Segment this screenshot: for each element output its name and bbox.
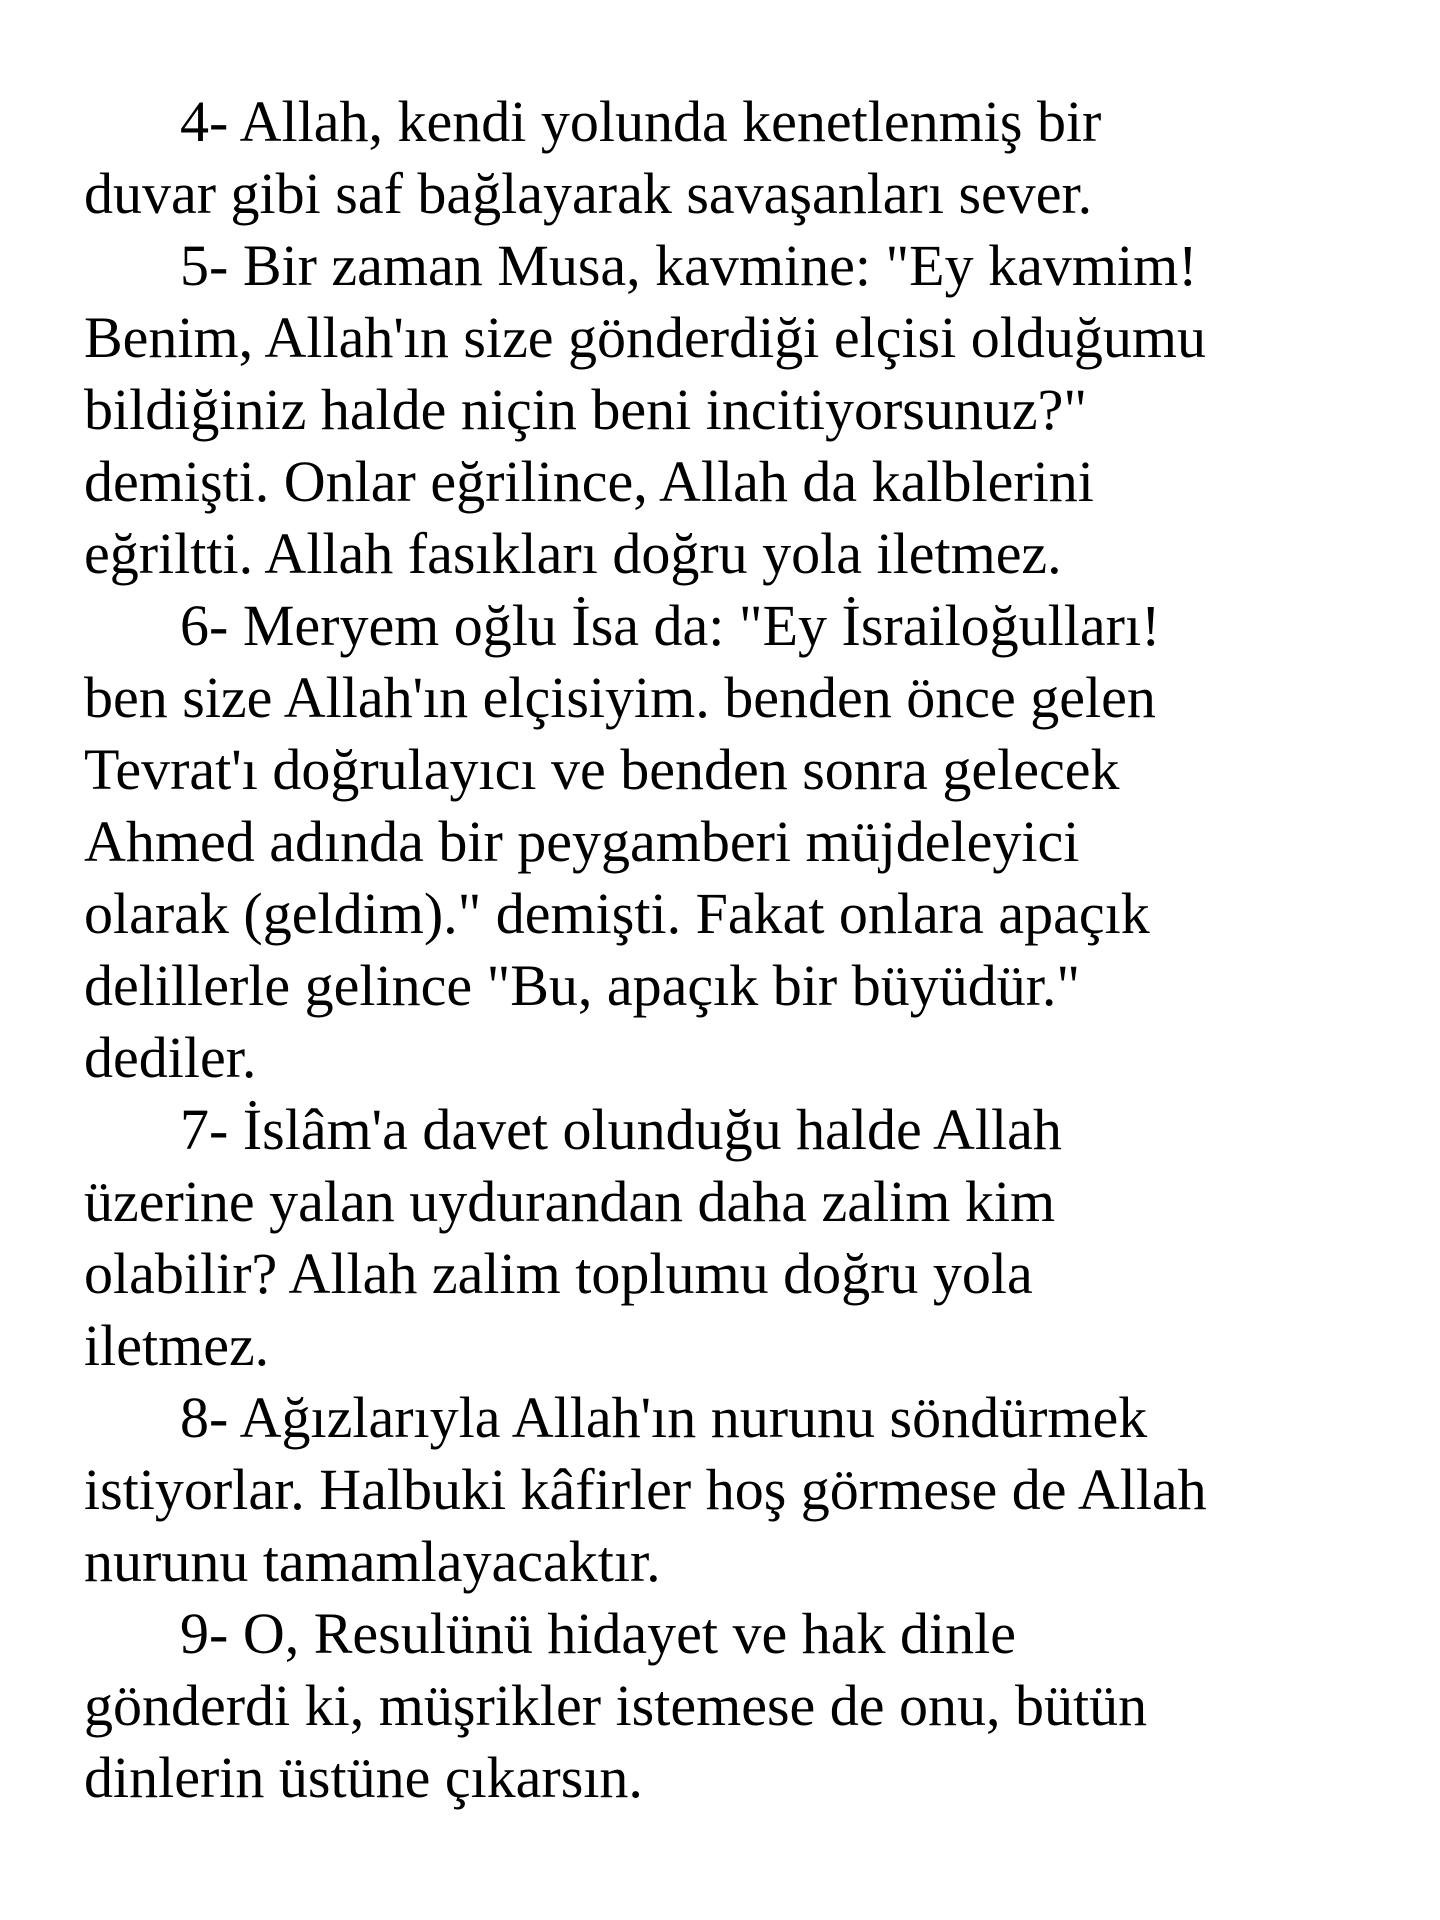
verse-line: iletmez. bbox=[84, 1313, 270, 1378]
verse-line: ben size Allah'ın elçisiyim. benden önce gelen bbox=[84, 665, 1156, 730]
verse-8 bbox=[84, 1382, 1384, 1598]
verse-line: duvar gibi saf bağlayarak savaşanları sever. bbox=[84, 161, 1093, 226]
verse-7 bbox=[84, 1094, 1384, 1382]
verse-line: 7- İslâm'a davet olunduğu halde Allah bbox=[180, 1097, 1062, 1162]
verse-line: Benim, Allah'ın size gönderdiği elçisi olduğumu bbox=[84, 305, 1206, 370]
verse-line: Ahmed adında bir peygamberi müjdeleyici bbox=[84, 809, 1080, 874]
verse-line: olabilir? Allah zalim toplumu doğru yola bbox=[84, 1241, 1033, 1306]
verse-line: bildiğiniz halde niçin beni incitiyorsunuz?" bbox=[84, 377, 1087, 442]
verse-5 bbox=[84, 230, 1384, 590]
document-page bbox=[84, 86, 1384, 1814]
verse-line: eğriltti. Allah fasıkları doğru yola iletmez. bbox=[84, 521, 1062, 586]
verse-line: demişti. Onlar eğrilince, Allah da kalblerini bbox=[84, 449, 1094, 514]
verse-line: dinlerin üstüne çıkarsın. bbox=[84, 1745, 643, 1810]
verse-line: Tevrat'ı doğrulayıcı ve benden sonra gelecek bbox=[84, 737, 1120, 802]
verse-line: 6- Meryem oğlu İsa da: "Ey İsrailoğulları! bbox=[180, 593, 1161, 658]
verse-line: üzerine yalan uydurandan daha zalim kim bbox=[84, 1169, 1056, 1234]
verse-line: olarak (geldim)." demişti. Fakat onlara apaçık bbox=[84, 881, 1150, 946]
verse-line: nurunu tamamlayacaktır. bbox=[84, 1529, 661, 1594]
verse-line: 4- Allah, kendi yolunda kenetlenmiş bir bbox=[180, 89, 1102, 154]
verse-4 bbox=[84, 86, 1384, 230]
verse-line: dediler. bbox=[84, 1025, 257, 1090]
verse-line: gönderdi ki, müşrikler istemese de onu, bütün bbox=[84, 1673, 1148, 1738]
verse-line: delillerle gelince "Bu, apaçık bir büyüdür." bbox=[84, 953, 1080, 1018]
verse-6 bbox=[84, 590, 1384, 1094]
verse-line: 9- O, Resulünü hidayet ve hak dinle bbox=[180, 1601, 1016, 1666]
verse-9 bbox=[84, 1598, 1384, 1814]
verse-line: istiyorlar. Halbuki kâfirler hoş görmese de Allah bbox=[84, 1457, 1207, 1522]
verse-line: 8- Ağızlarıyla Allah'ın nurunu söndürmek bbox=[180, 1385, 1148, 1450]
verse-line: 5- Bir zaman Musa, kavmine: "Ey kavmim! bbox=[180, 233, 1198, 298]
